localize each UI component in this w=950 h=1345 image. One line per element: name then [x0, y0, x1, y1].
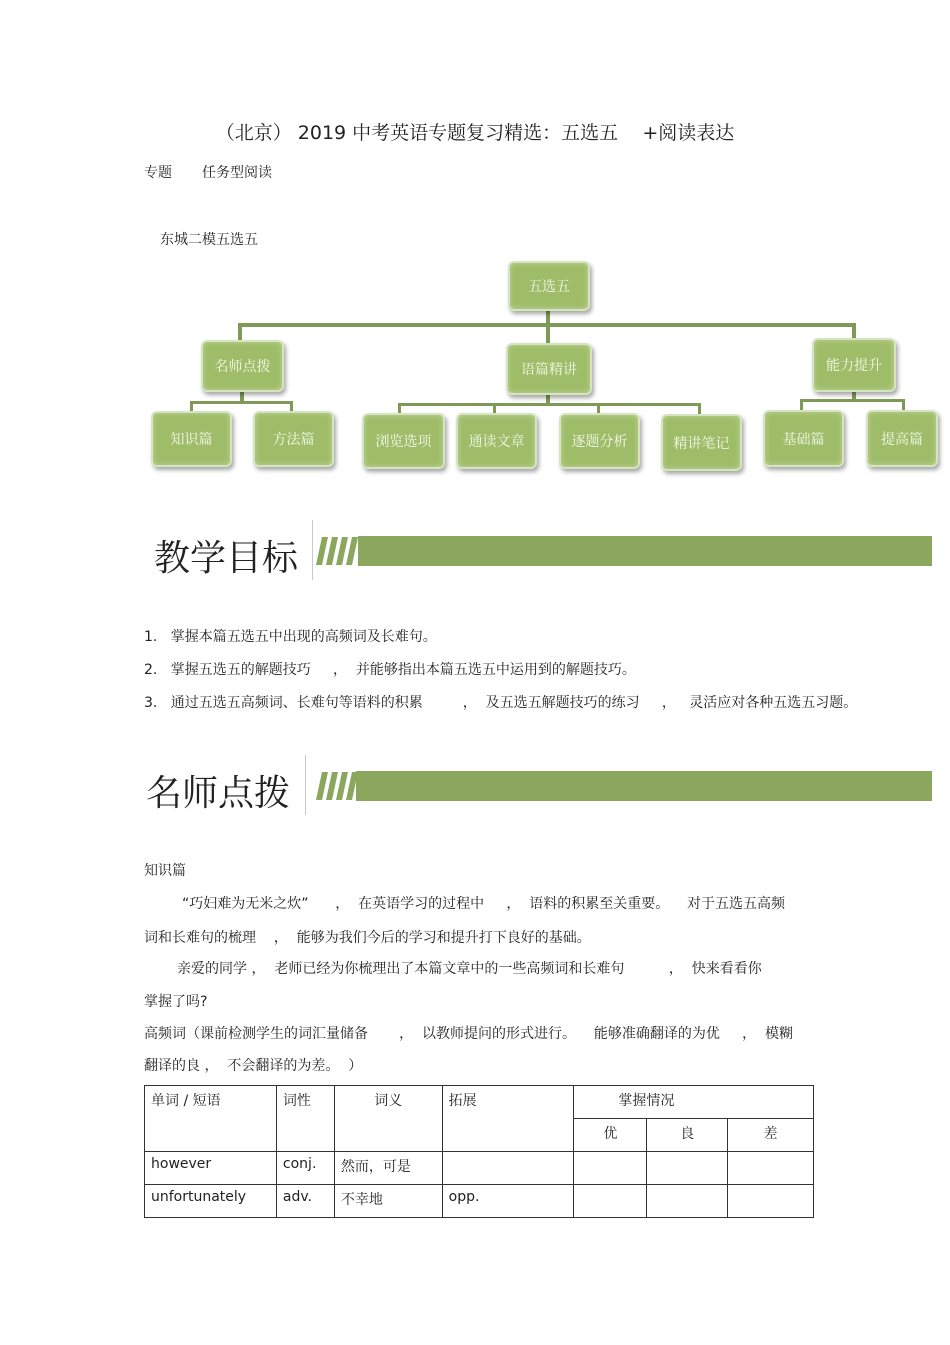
cell-meaning: 然而，可是 — [334, 1152, 442, 1185]
cell-word: however — [145, 1152, 277, 1185]
paragraph-line: 翻译的良 ， 不会翻译的为差。 ） — [144, 1058, 363, 1074]
vocab-table — [144, 1085, 814, 1218]
document-title: （北京） 2019 中考英语专题复习精选：五选五 +阅读表达 — [215, 122, 735, 144]
objective-item: 1. 掌握本篇五选五中出现的高频词及长难句。 — [144, 629, 437, 645]
cell-extend: opp. — [442, 1185, 574, 1218]
header-extend: 拓展 — [442, 1086, 574, 1152]
stripe-decoration-icon — [316, 535, 358, 567]
cell-poor — [728, 1152, 814, 1185]
paragraph-line: 词和长难句的梳理 ， 能够为我们今后的学习和提升打下良好的基础。 — [144, 930, 591, 946]
diagram-caption: 东城二模五选五 — [160, 232, 258, 248]
section-heading-objectives: 教学目标 — [154, 538, 299, 579]
cell-pos: conj. — [276, 1152, 334, 1185]
cell-good — [574, 1152, 647, 1185]
paragraph-line: 亲爱的同学 ， 老师已经为你梳理出了本篇文章中的一些高频词和长难句 ， 快来看看你 — [177, 961, 762, 977]
cell-word: unfortunately — [145, 1185, 277, 1218]
cell-poor — [728, 1185, 814, 1218]
topic-label: 专题 — [144, 165, 172, 181]
tree-leaf-node: 提高篇 — [866, 410, 938, 467]
header-ok: 良 — [647, 1119, 728, 1152]
tree-branch-node: 能力提升 — [812, 338, 896, 392]
tree-branch-node: 名师点拨 — [201, 340, 284, 392]
subsection-label: 知识篇 — [144, 863, 186, 879]
topic-value: 任务型阅读 — [202, 165, 272, 181]
header-pos: 词性 — [276, 1086, 334, 1152]
stripe-decoration-icon — [316, 770, 358, 802]
cell-good — [574, 1185, 647, 1218]
section-bar — [356, 771, 932, 801]
tree-leaf-node: 精讲笔记 — [661, 414, 742, 471]
paragraph-line: “巧妇难为无米之炊” ， 在英语学习的过程中 ， 语料的积累至关重要。 对于五选五高频 — [182, 896, 786, 912]
header-meaning: 词义 — [334, 1086, 442, 1152]
tree-root-node: 五选五 — [508, 261, 590, 311]
cell-extend — [442, 1152, 574, 1185]
cell-ok — [647, 1152, 728, 1185]
section-divider — [312, 520, 313, 580]
section-bar — [358, 536, 932, 566]
tree-leaf-node: 方法篇 — [253, 411, 334, 467]
tree-leaf-node: 浏览选项 — [362, 413, 445, 469]
cell-ok — [647, 1185, 728, 1218]
tree-leaf-node: 逐题分析 — [559, 413, 640, 469]
tree-leaf-node: 通读文章 — [456, 413, 537, 469]
header-mastery: 掌握情况 — [574, 1086, 814, 1119]
tree-branch-node: 语篇精讲 — [506, 343, 592, 395]
tree-leaf-node: 知识篇 — [151, 411, 232, 467]
objective-item: 3. 通过五选五高频词、长难句等语料的积累 ， 及五选五解题技巧的练习 ， 灵活应对各种五选五习题。 — [144, 695, 858, 711]
objective-item: 2. 掌握五选五的解题技巧 ， 并能够指出本篇五选五中运用到的解题技巧。 — [144, 662, 636, 678]
paragraph-line: 掌握了吗? — [144, 994, 208, 1010]
table-row — [145, 1152, 814, 1185]
table-row — [145, 1185, 814, 1218]
header-word: 单词 / 短语 — [145, 1086, 277, 1152]
section-heading-tips: 名师点拨 — [146, 773, 291, 814]
header-good: 优 — [574, 1119, 647, 1152]
paragraph-line: 高频词（课前检测学生的词汇量储备 ， 以教师提问的形式进行。 能够准确翻译的为优 ， 模糊 — [144, 1026, 794, 1042]
cell-meaning: 不幸地 — [334, 1185, 442, 1218]
section-divider — [305, 755, 306, 815]
header-poor: 差 — [728, 1119, 814, 1152]
cell-pos: adv. — [276, 1185, 334, 1218]
tree-leaf-node: 基础篇 — [763, 410, 844, 467]
